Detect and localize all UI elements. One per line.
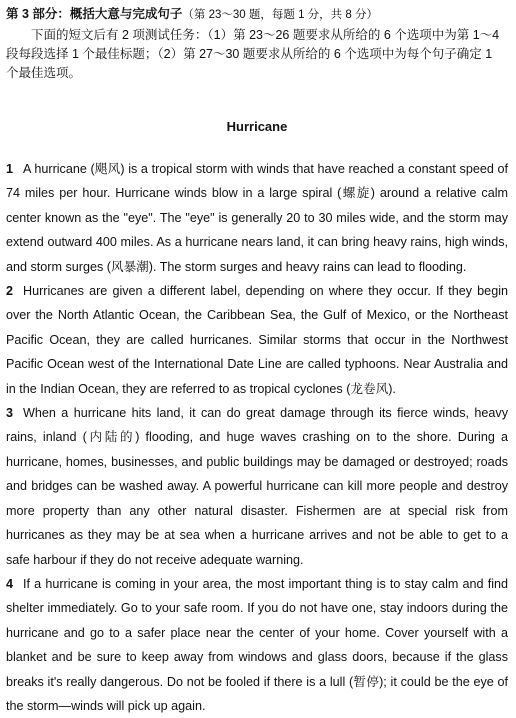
paragraph-text: If a hurricane is coming in your area, the most important thing is to stay calm and find shelter immediately. Go to your safe room. If you do not have one, stay indoors during the hurricane and go to a safer place near the center of your home. Cover yourself with a blanket and be sure to keep away from windows and glass doors, because if the glass breaks it's really dangerous. Do not be fooled if there is a lull (暂停); it could be the eye of the storm—winds will pick up again. (6, 576, 508, 713)
article-title: Hurricane (226, 119, 288, 134)
task-instructions: 下面的短文后有 2 项测试任务：（1）第 23～26 题要求从所给的 6 个选项中为第 1～4 段每段选择 1 个最佳标题；（2）第 27～30 题要求从所给的 6 个选项中为每个句子确定 1 个最佳选项。 (6, 28, 500, 80)
paragraph-3 (6, 401, 508, 572)
section-scoring-note: （第 23～30 题，每题 1 分，共 8 分） (182, 9, 378, 21)
paragraph-text: Hurricanes are given a different label, depending on where they occur. If they begin over the North Atlantic Ocean, the Caribbean Sea, the Gulf of Mexico, or the Northeast Pacific Ocean, they are called hurricanes. Similar storms that occur in the Northwest Pacific Ocean west of the International Date Line are called typhoons. Near Australia and in the Indian Ocean, they are referred to as tropical cyclones (龙卷风). (6, 284, 508, 396)
section-heading (6, 6, 508, 24)
paragraph-1 (6, 157, 508, 279)
paragraph-4 (6, 572, 508, 718)
section-label: 第 3 部分：概括大意与完成句子 (6, 7, 183, 21)
paragraph-2 (6, 279, 508, 401)
paragraph-text: When a hurricane hits land, it can do great damage through its fierce winds, heavy rains, inland (内陆的) flooding, and huge waves crashing on to the shore. During a hurricane, homes, businesses, and public buildings may be damaged or destroyed; roads and bridges can be washed away. A powerful hurricane can kill more people and destroy more property than any other natural disaster. Fishermen are at special risk from hurricanes as they may be at sea when a hurricane arrives and not be able to get to a safe harbour if they do not receive adequate warning. (6, 406, 508, 567)
paragraph-number: 1 (6, 162, 14, 176)
paragraph-number: 2 (6, 284, 14, 299)
paragraph-number: 4 (6, 576, 14, 591)
paragraph-text: A hurricane (飓风) is a tropical storm with winds that have reached a constant speed of 74 miles per hour. Hurricane winds blow in a large spiral (螺旋) around a relative calm center known as the "eye". The "eye" is generally 20 to 30 miles wide, and the storm may extend outward 400 miles. As a hurricane nears land, it can bring heavy rains, high winds, and storm surges (风暴潮). The storm surges and heavy rains can lead to flooding. (6, 162, 508, 274)
paragraph-number: 3 (6, 406, 14, 421)
